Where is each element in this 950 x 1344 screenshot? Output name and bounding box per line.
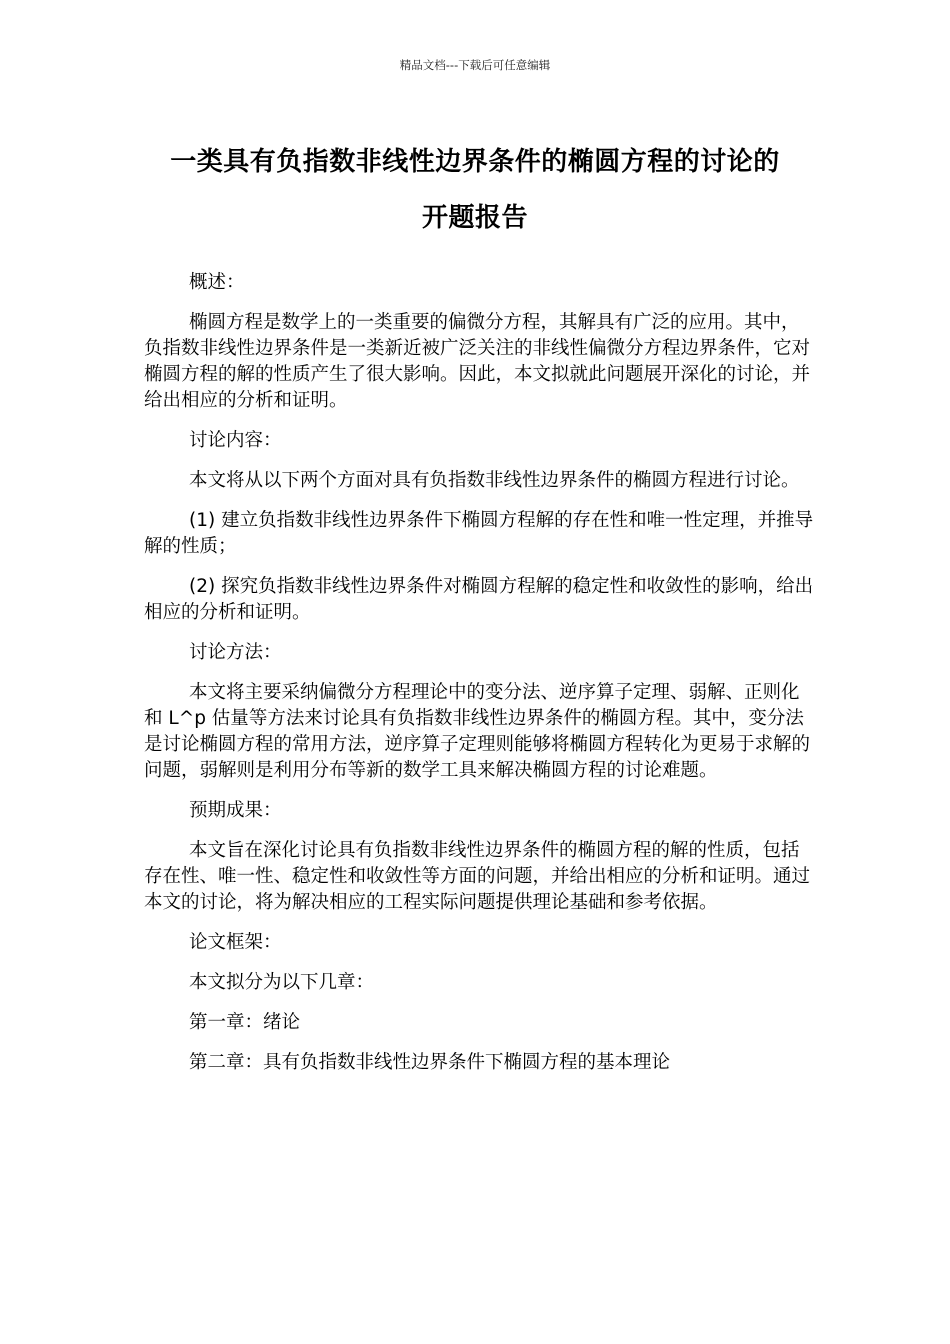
method-paragraph: 本文将主要采纳偏微分方程理论中的变分法、逆序算子定理、弱解、正则化和 L^p 估量等方法来讨论具有负指数非线性边界条件的椭圆方程。其中，变分法是讨论椭圆方程的常用方法，逆序算子定理则能够将椭圆方程转化为更易于求解的问题，弱解则是利用分布等新的数学工具来解决椭圆方程的讨论难题。: [144, 682, 811, 781]
header-note: 精品文档---下载后可任意编辑: [399, 58, 551, 72]
method-heading: 讨论方法：: [189, 642, 282, 663]
content-heading: 讨论内容：: [189, 430, 282, 451]
overview-heading: 概述：: [189, 272, 245, 293]
content-item-1: (1) 建立负指数非线性边界条件下椭圆方程解的存在性和唯一性定理，并推导解的性质；: [144, 510, 814, 557]
results-paragraph: 本文旨在深化讨论具有负指数非线性边界条件的椭圆方程的解的性质，包括存在性、唯一性、稳定性和收敛性等方面的问题，并给出相应的分析和证明。通过本文的讨论，将为解决相应的工程实际问题提供理论基础和参考依据。: [144, 840, 811, 913]
framework-intro: 本文拟分为以下几章：: [189, 972, 375, 993]
results-heading: 预期成果：: [189, 800, 282, 821]
content-item-2: (2) 探究负指数非线性边界条件对椭圆方程解的稳定性和收敛性的影响，给出相应的分析和证明。: [144, 576, 814, 623]
chapter-1: 第一章：绪论: [189, 1012, 301, 1033]
title-line-2: 开题报告: [421, 203, 528, 233]
document-title: [100, 134, 850, 246]
overview-paragraph: 椭圆方程是数学上的一类重要的偏微分方程，其解具有广泛的应用。其中，负指数非线性边界条件是一类新近被广泛关注的非线性偏微分方程边界条件，它对椭圆方程的解的性质产生了很大影响。因此，本文拟就此问题展开深化的讨论，并给出相应的分析和证明。: [144, 312, 811, 411]
framework-heading: 论文框架：: [189, 932, 282, 953]
chapter-2: 第二章：具有负指数非线性边界条件下椭圆方程的基本理论: [189, 1052, 671, 1073]
document-body: [144, 270, 816, 1090]
content-intro-paragraph: 本文将从以下两个方面对具有负指数非线性边界条件的椭圆方程进行讨论。: [189, 470, 800, 491]
title-line-1: 一类具有负指数非线性边界条件的椭圆方程的讨论的: [170, 147, 780, 177]
